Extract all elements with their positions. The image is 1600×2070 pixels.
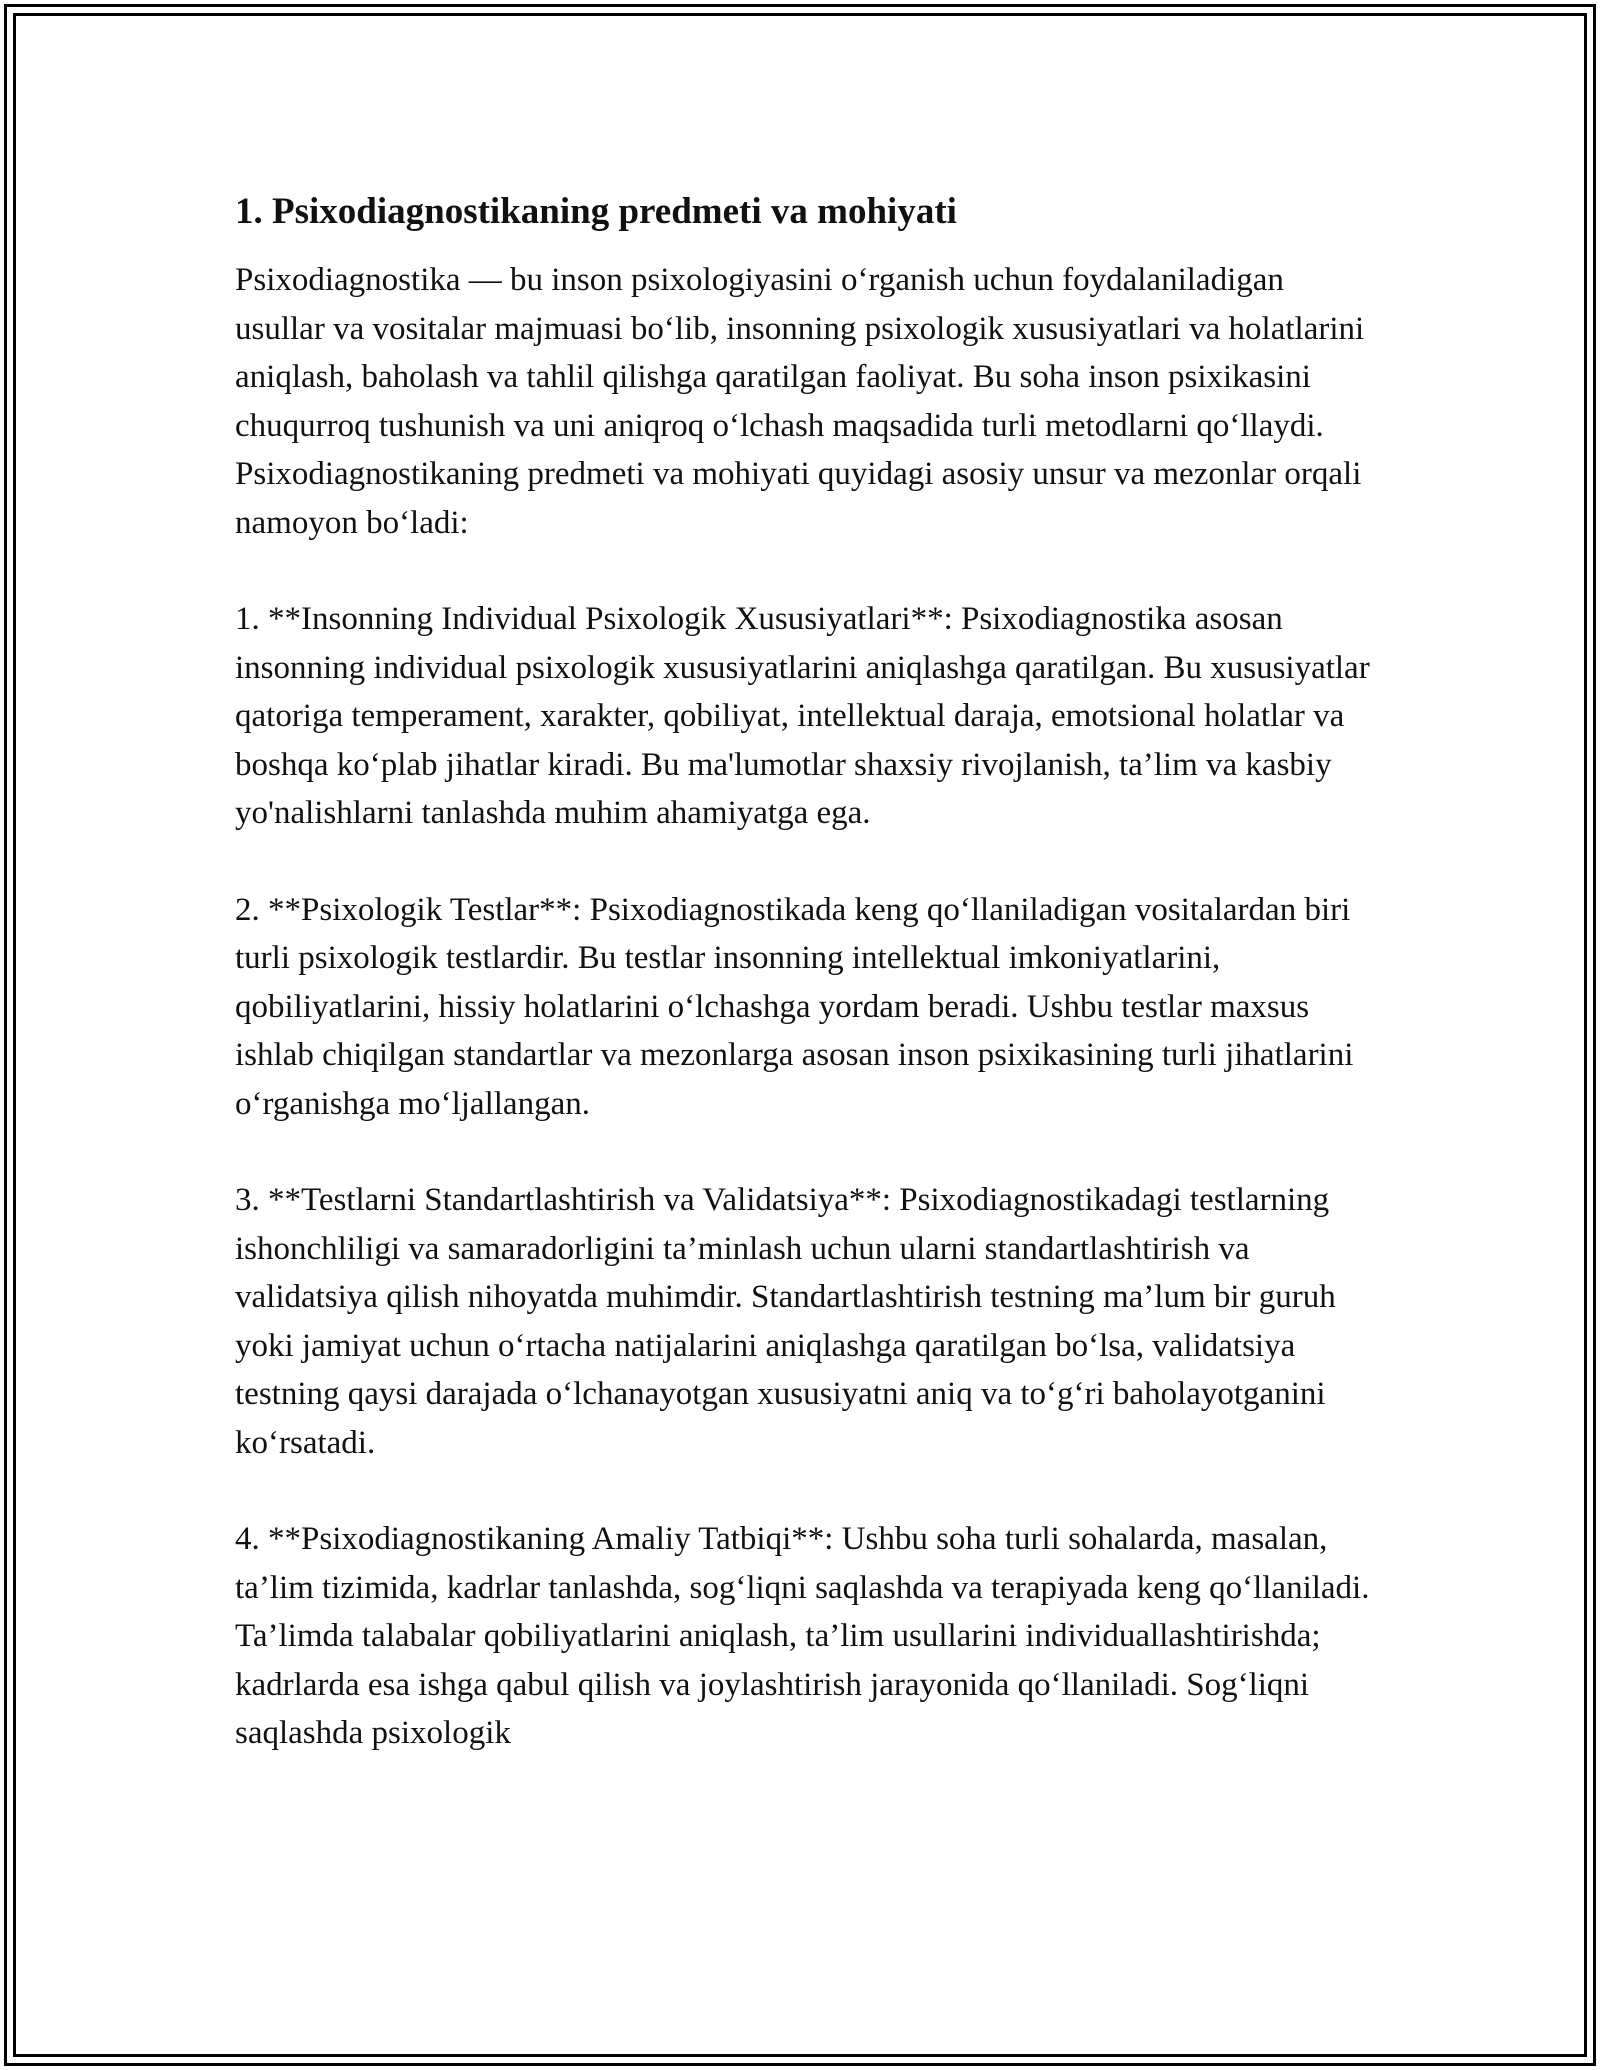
paragraph-item-3: 3. **Testlarni Standartlashtirish va Validatsiya**: Psixodiagnostikadagi testlarning ishonchliligi va samaradorligini ta’minlash uchun ularni standartlashtirish va validatsiya qilish nihoyatda muhimdir. Standartlashtirish testning ma’lum bir guruh yoki jamiyat uchun oʻrtacha natijalarini aniqlashga qaratilgan boʻlsa, validatsiya testning qaysi darajada oʻlchanayotgan xususiyatni aniq va toʻgʻri baholayotganini koʻrsatadi. <box>235 1182 1336 1461</box>
paragraph-item-4: 4. **Psixodiagnostikaning Amaliy Tatbiqi**: Ushbu soha turli sohalarda, masalan, ta’lim tizimida, kadrlar tanlashda, sogʻliqni saqlashda va terapiyada keng qoʻllaniladi. Ta’limda talabalar qobiliyatlarini aniqlash, ta’lim usullarini individuallashtirishda; kadrlarda esa ishga qabul qilish va joylashtirish jarayonida qoʻllaniladi. Sogʻliqni saqlashda psixologik <box>235 1521 1370 1751</box>
paragraph-item-1: 1. **Insonning Individual Psixologik Xususiyatlari**: Psixodiagnostika asosan insonning individual psixologik xususiyatlarini aniqlashga qaratilgan. Bu xususiyatlar qatoriga temperament, xarakter, qobiliyat, intellektual daraja, emotsional holatlar va boshqa koʻplab jihatlar kiradi. Bu ma'lumotlar shaxsiy rivojlanish, ta’lim va kasbiy yo'nalishlarni tanlashda muhim ahamiyatga ega. <box>235 601 1370 831</box>
paragraph-intro: Psixodiagnostika — bu inson psixologiyasini oʻrganish uchun foydalaniladigan usullar va vositalar majmuasi boʻlib, insonning psixologik xususiyatlari va holatlarini aniqlash, baholash va tahlil qilishga qaratilgan faoliyat. Bu soha inson psixikasini chuqurroq tushunish va uni aniqroq oʻlchash maqsadida turli metodlarni qoʻllaydi. Psixodiagnostikaning predmeti va mohiyati quyidagi asosiy unsur va mezonlar orqali namoyon boʻladi: <box>235 262 1365 541</box>
paragraph-item-2: 2. **Psixologik Testlar**: Psixodiagnostikada keng qoʻllaniladigan vositalardan biri turli psixologik testlardir. Bu testlar insonning intellektual imkoniyatlarini, qobiliyatlarini, hissiy holatlarini oʻlchashga yordam beradi. Ushbu testlar maxsus ishlab chiqilgan standartlar va mezonlarga asosan inson psixikasining turli jihatlarini oʻrganishga moʻljallangan. <box>235 891 1354 1122</box>
section-heading: 1. Psixodiagnostikaning predmeti va mohiyati <box>235 191 957 232</box>
document-page <box>235 188 1375 1758</box>
